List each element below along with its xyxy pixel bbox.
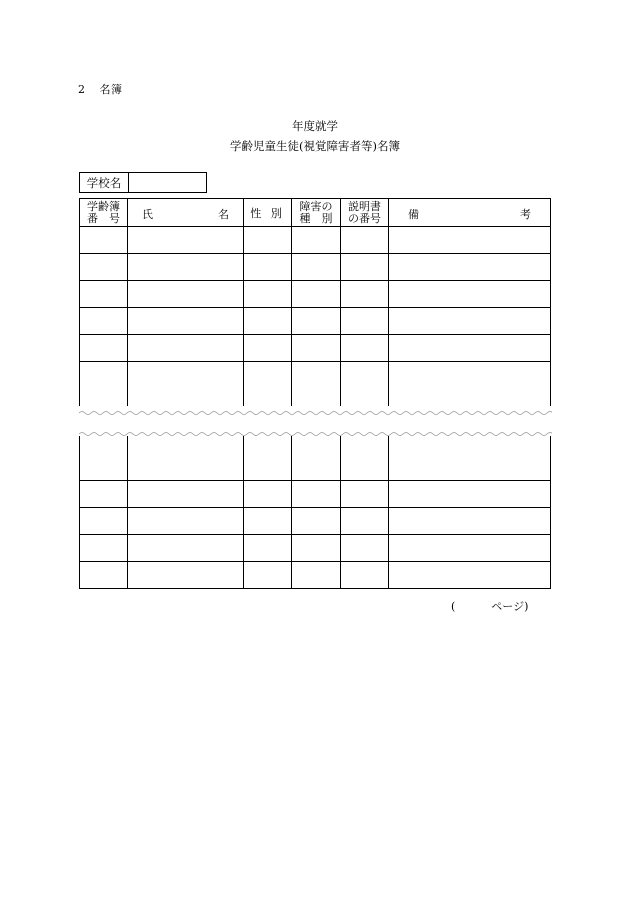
header-sex: 性 別 [244,199,292,227]
roster-table-bottom [79,436,551,589]
roster-table-top [79,198,551,406]
header-remarks: 備 考 [389,199,551,227]
table-row [80,254,551,281]
table-row [80,281,551,308]
header-name: 氏 名 [128,199,244,227]
school-name-field [79,172,207,193]
table-row [80,227,551,254]
section-heading [78,81,123,97]
section-title: 名簿 [99,83,123,96]
roster-header-row [80,199,551,227]
header-disability-type: 障害の 種 別 [292,199,341,227]
table-row [80,308,551,335]
table-row [80,362,551,407]
table-row [80,335,551,362]
table-row [80,535,551,562]
section-number: 2 [78,83,86,96]
document-year-line: 年度就学 [292,119,338,133]
table-row [80,508,551,535]
page-footer-open: ( [451,600,456,613]
header-register-number: 学齢簿 番 号 [80,199,128,227]
table-row [80,436,551,481]
table-row [80,562,551,589]
header-statement-number: 説明書 の番号 [341,199,389,227]
table-break-wave-top [79,410,552,416]
school-name-value[interactable] [129,173,206,192]
document-title: 学齢児童生徒(視覚障害者等)名簿 [230,139,400,153]
page-number-footer [451,598,528,614]
school-name-label: 学校名 [80,173,129,192]
page-footer-label: ページ) [491,600,529,613]
table-row [80,481,551,508]
